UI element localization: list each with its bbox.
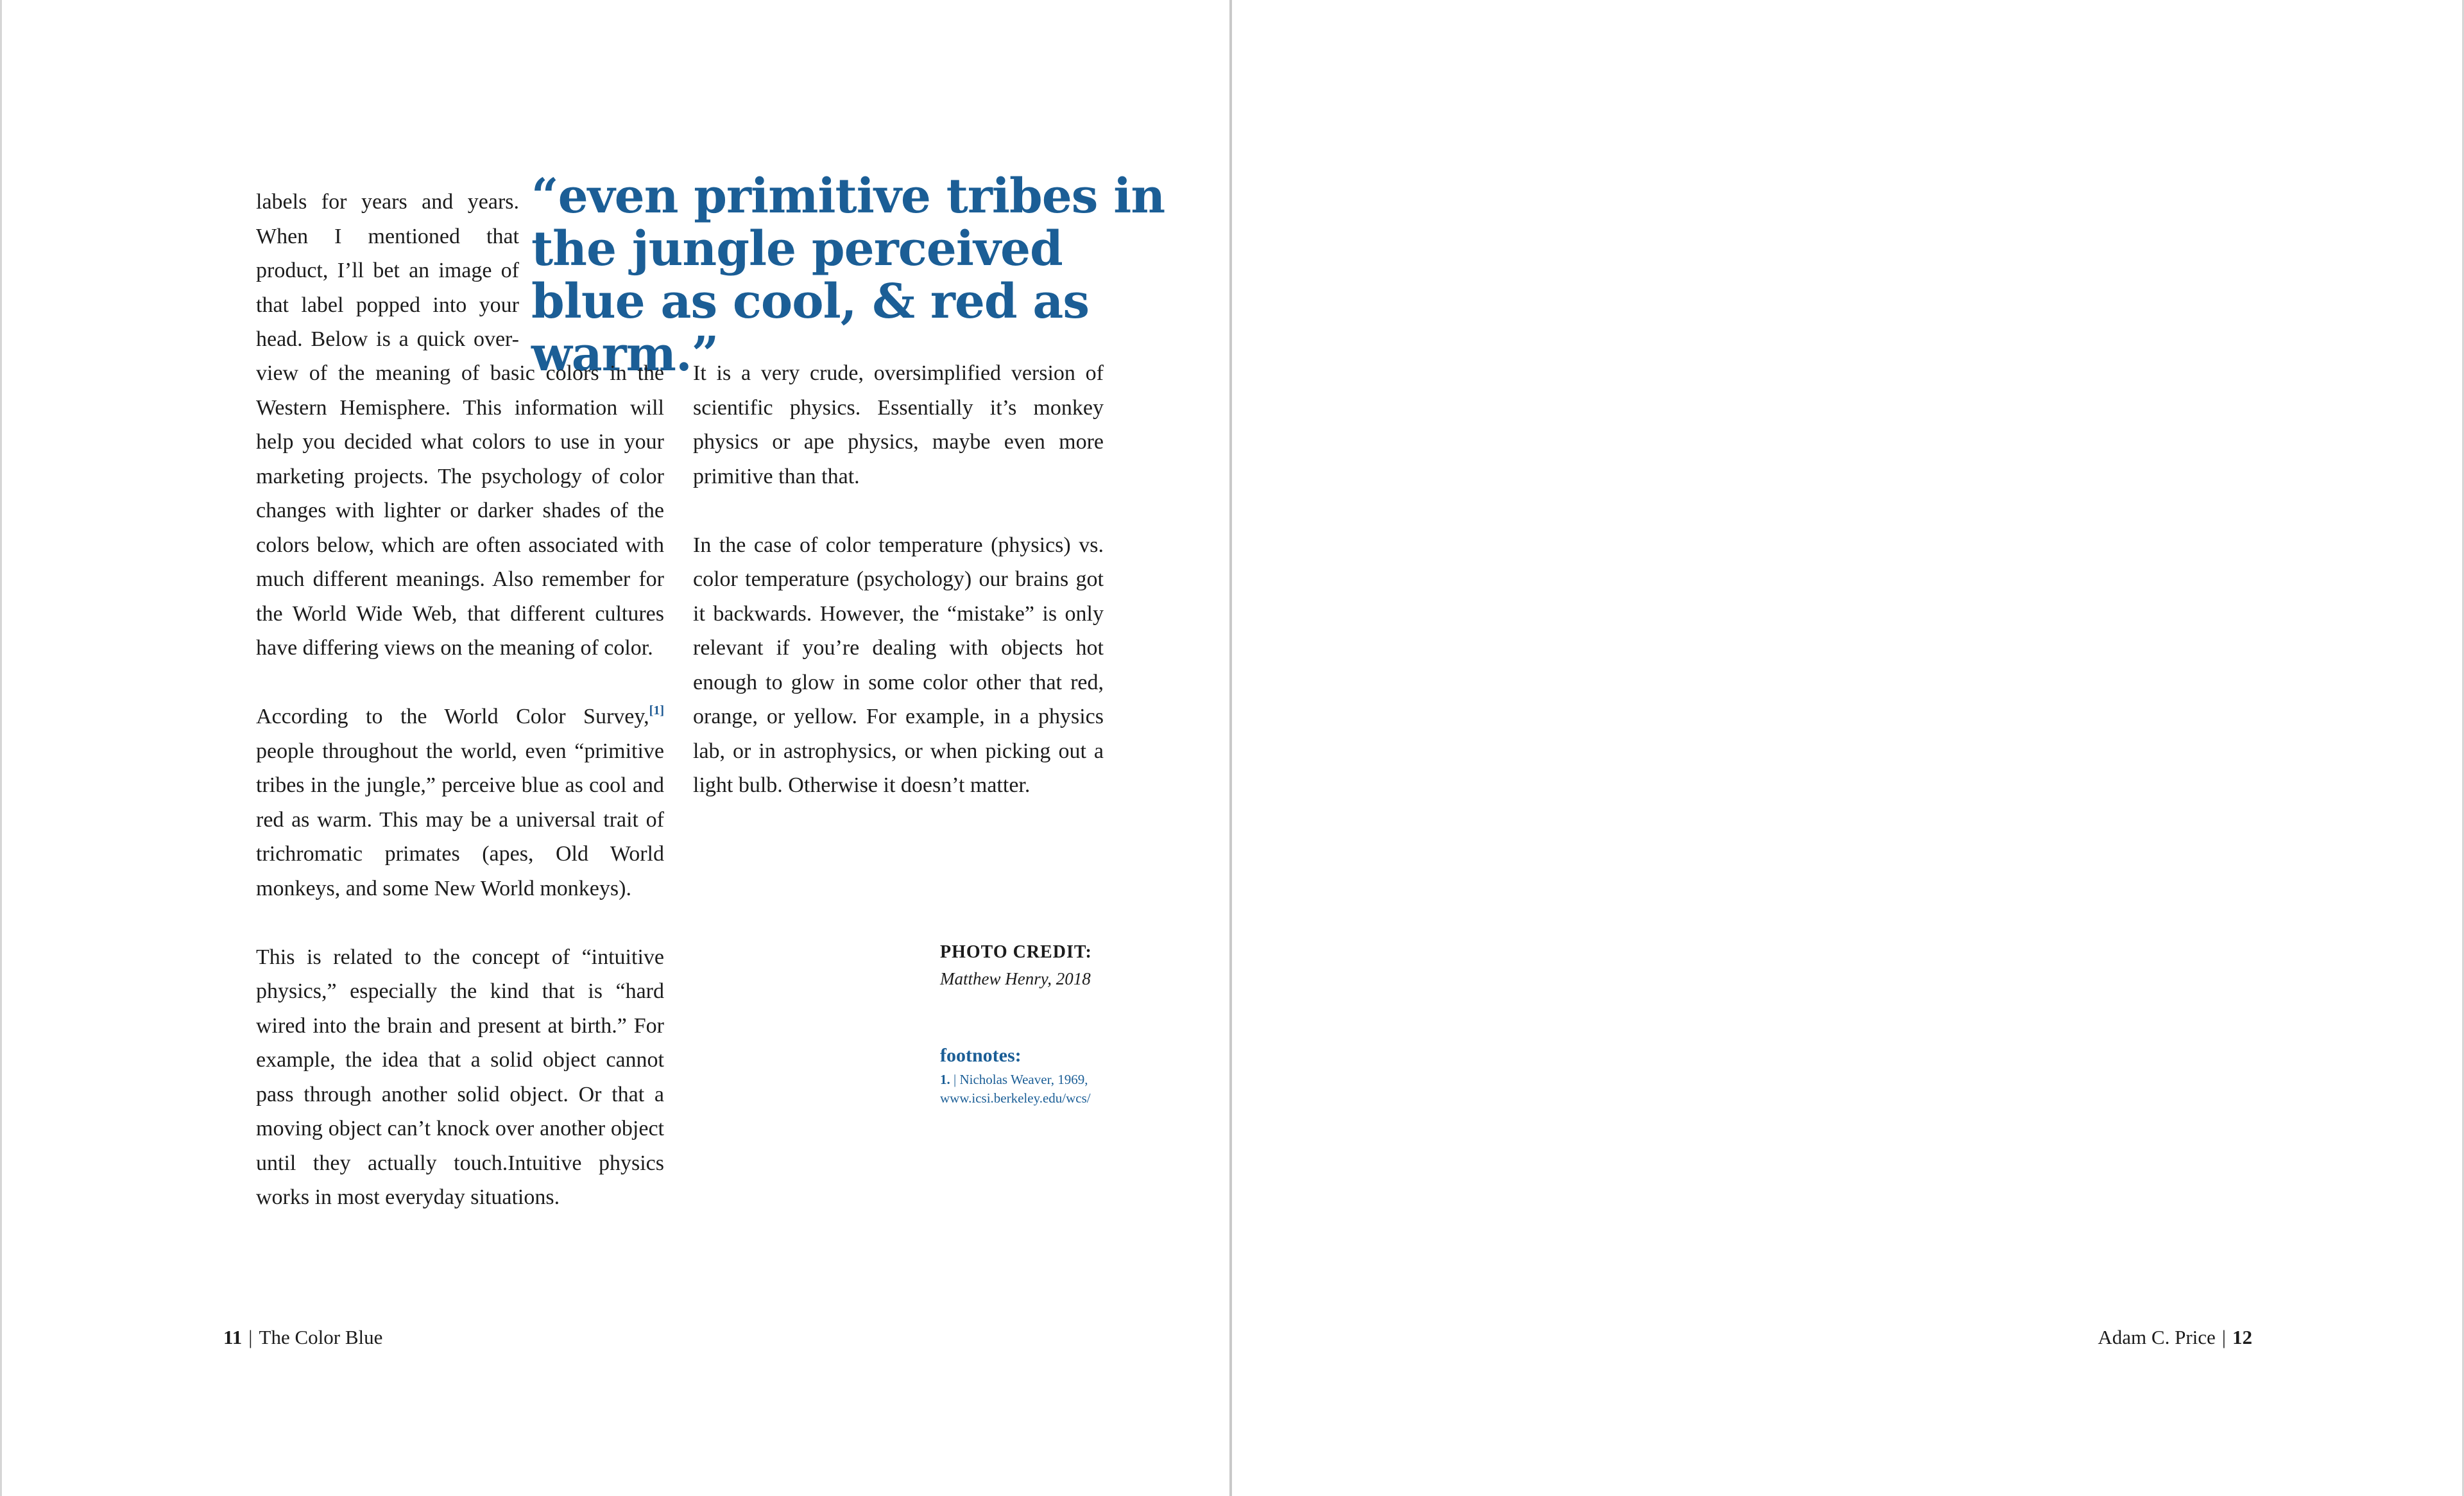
footnote-reference[interactable]: [1] (649, 703, 664, 718)
left-text-column (256, 356, 664, 1249)
left-page-number: 11 (223, 1326, 243, 1348)
right-text-column (693, 356, 1104, 837)
footnote-1-number: 1. (940, 1072, 950, 1087)
footnotes (940, 1045, 1197, 1108)
spread-left-edge (0, 0, 2, 1496)
left-folio-title: The Color Blue (259, 1326, 383, 1348)
photo-credit-name: Matthew Henry, 2018 (940, 969, 1091, 988)
right-folio-author: Adam C. Price (2098, 1326, 2216, 1348)
right-folio (2098, 1326, 2252, 1349)
paragraph-survey-intro: According to the World Color Survey, (256, 705, 649, 728)
left-folio (223, 1326, 382, 1349)
paragraph-survey-body: people throughout the world, even “primitive tribes in the jungle,” perceive blue as cool and red as warm. This may be a universal trait of trichromatic primates (apes, Old World monkeys, and some New World monkeys). (256, 739, 664, 900)
paragraph-crude-physics: It is a very crude, oversimplified version of scientific physics. Essentially it’s monkey physics or ape physics, maybe even more primitive than that. (693, 361, 1104, 488)
paragraph-color-meaning: view of the meaning of basic colors in the Western Hemisphere. This information will help you decided what colors to use in your marketing projects. The psychology of color changes with lighter or darker shades of the colors below, which are often associated with much different meanings. Also remember for the World Wide Web, that different cultures have differing views on the meaning of color. (256, 361, 664, 660)
right-folio-separator: | (2221, 1326, 2226, 1348)
paragraph-color-temperature: In the case of color temperature (physics) vs. color temperature (psychology) our brains got it backwards. However, the “mistake” is only relevant if you’re dealing with objects hot enough to glow in some color other that red, orange, or yellow. For example, in a physics lab, or in astrophysics, or when picking out a light bulb. Otherwise it doesn’t matter. (693, 533, 1104, 797)
narrow-column-text: labels for years and years. When I mentioned that product, I’ll bet an image of that label popped into your head. Below is a quick over- (256, 190, 519, 351)
pull-quote: “even primitive tribes in the jungle perceived blue as cool, & red as warm.” (531, 169, 1165, 382)
photo-credit-title: PHOTO CREDIT: (940, 942, 1092, 962)
paragraph-intuitive-physics: This is related to the concept of “intuitive physics,” especially the kind that is “hard wired into the brain and present at birth.” For example, the idea that a solid object cannot pass through another solid object. Or that a moving object can’t knock over another object until they actually touch.Intuitive physics works in most everyday situations. (256, 945, 664, 1209)
footnotes-title: footnotes: (940, 1045, 1022, 1066)
footnote-1 (940, 1070, 1197, 1108)
left-page (0, 0, 1230, 1496)
footnote-1-text[interactable]: | Nicholas Weaver, 1969, www.icsi.berkeley.edu/wcs/ (940, 1072, 1091, 1106)
paragraph-world-color-survey (256, 700, 664, 906)
photo-credit (940, 942, 1197, 989)
right-page (1232, 0, 2464, 1496)
right-page-number: 12 (2232, 1326, 2252, 1348)
narrow-text-column (256, 185, 519, 357)
left-folio-separator: | (248, 1326, 253, 1348)
